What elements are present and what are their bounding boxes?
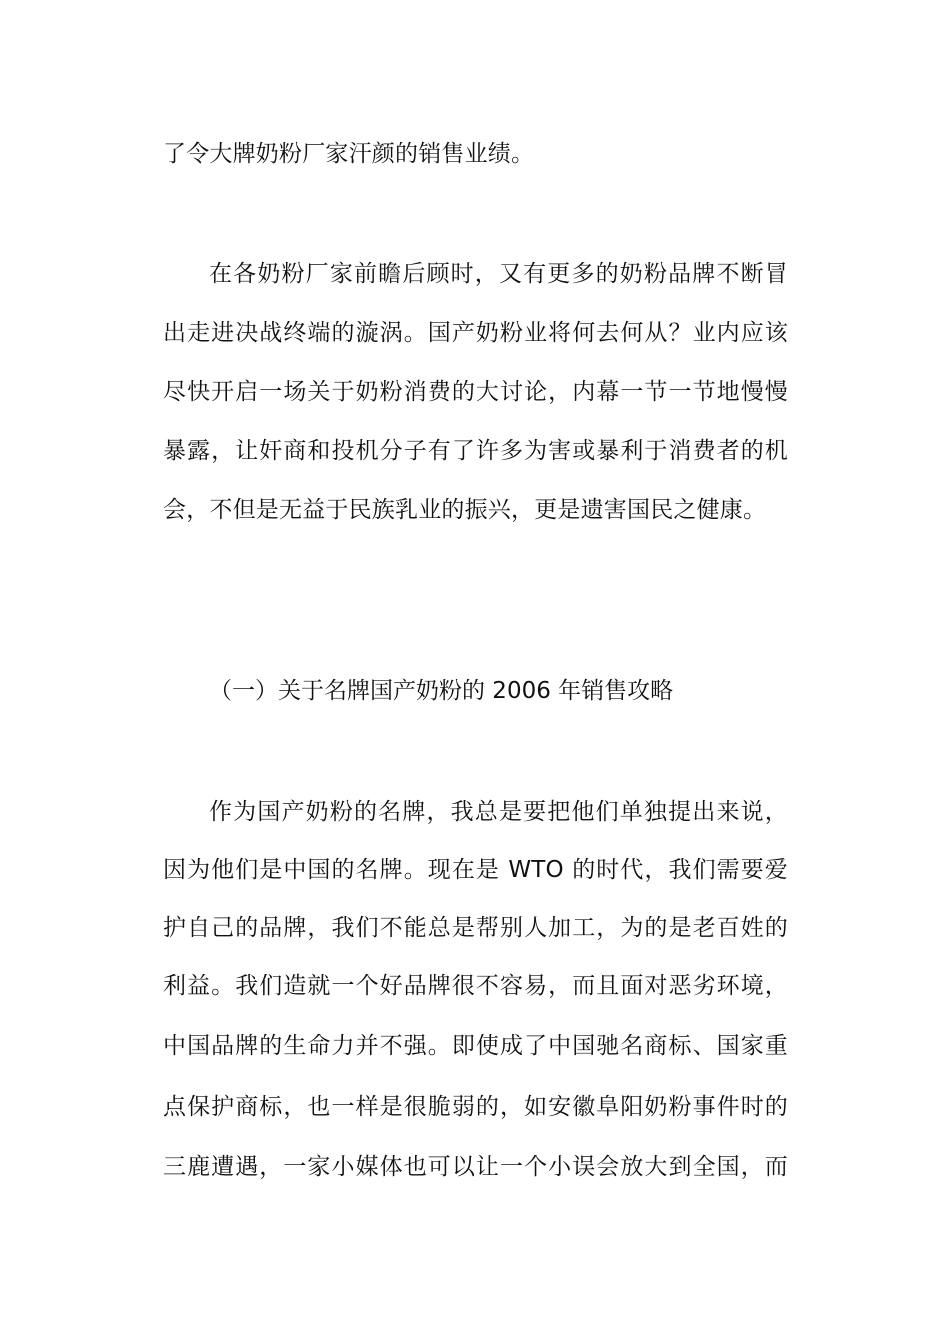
paragraph-2-line-2: 因为他们是中国的名牌。现在是 WTO 的时代，我们需要爱 bbox=[163, 857, 788, 883]
paragraph-1-line-1: 在各奶粉厂家前瞻后顾时，又有更多的奶粉品牌不断冒 bbox=[209, 261, 788, 287]
paragraph-2-line-6: 点保护商标，也一样是很脆弱的，如安徽阜阳奶粉事件时的 bbox=[163, 1094, 788, 1120]
paragraph-2-line-1: 作为国产奶粉的名牌，我总是要把他们单独提出来说， bbox=[209, 799, 788, 825]
paragraph-1-line-2: 出走进决战终端的漩涡。国产奶粉业将何去何从？业内应该 bbox=[163, 320, 788, 346]
paragraph-2-line-5: 中国品牌的生命力并不强。即使成了中国驰名商标、国家重 bbox=[163, 1033, 788, 1059]
section-heading: （一）关于名牌国产奶粉的 2006 年销售攻略 bbox=[209, 678, 674, 704]
paragraph-1-line-4: 暴露，让奸商和投机分子有了许多为害或暴利于消费者的机 bbox=[163, 438, 788, 464]
paragraph-1-line-5: 会，不但是无益于民族乳业的振兴，更是遗害国民之健康。 bbox=[163, 497, 767, 523]
paragraph-2-line-3: 护自己的品牌，我们不能总是帮别人加工，为的是老百姓的 bbox=[163, 915, 788, 941]
fragment-line: 了令大牌奶粉厂家汗颜的销售业绩。 bbox=[163, 141, 535, 167]
paragraph-1-line-3: 尽快开启一场关于奶粉消费的大讨论，内幕一节一节地慢慢 bbox=[163, 379, 788, 405]
paragraph-2-line-7: 三鹿遭遇，一家小媒体也可以让一个小误会放大到全国，而 bbox=[163, 1154, 788, 1180]
paragraph-2-line-4: 利益。我们造就一个好品牌很不容易，而且面对恶劣环境， bbox=[163, 973, 788, 999]
